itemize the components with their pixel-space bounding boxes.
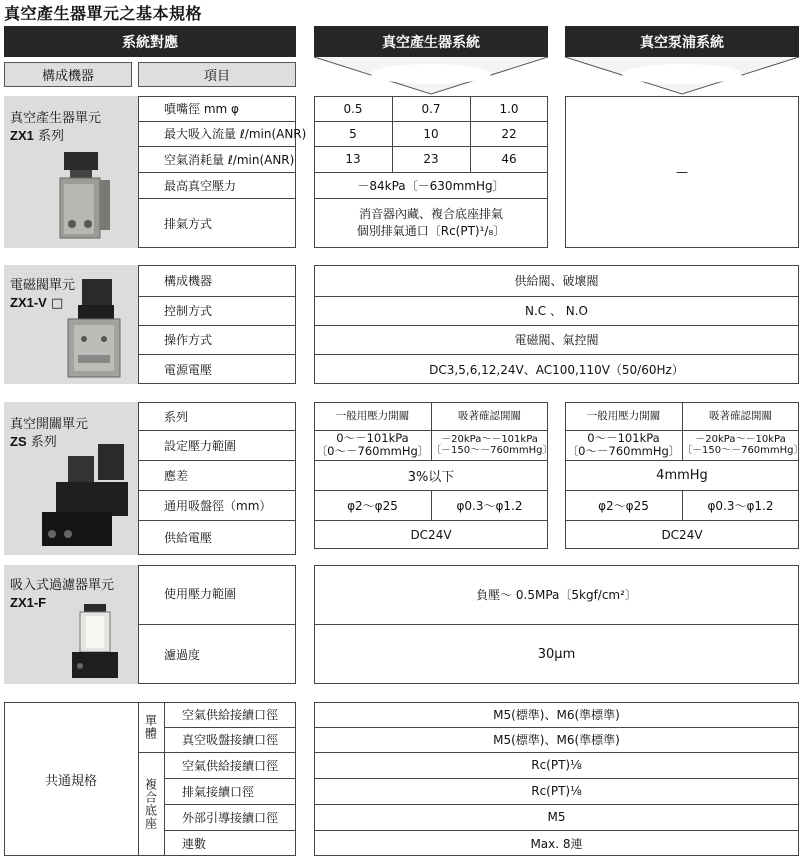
filter-row-filtration: 濾過度 xyxy=(164,647,201,662)
common-air-supply-single-value: M5(標準)、M6(準標準) xyxy=(493,708,620,722)
valve-model: ZX1-V xyxy=(10,295,47,310)
valve-operation-value: 電磁閥、氣控閥 xyxy=(514,333,599,347)
zx1-row-suction: 最大吸入流量 ℓ/min(ANR) xyxy=(164,127,307,141)
valve-row-control: 控制方式 xyxy=(164,304,213,318)
pump-switch-type-b: 吸著確認開關 xyxy=(709,410,772,422)
exhaust-value xyxy=(314,198,548,248)
suction-value-3: 22 xyxy=(501,126,517,141)
zx1-pump-value: — xyxy=(676,165,688,179)
valve-model-suffix: □ xyxy=(46,296,64,311)
switch-name: 真空開關單元 xyxy=(10,417,89,432)
pump-range-b xyxy=(682,430,804,460)
common-stations-value: Max. 8連 xyxy=(530,836,583,851)
filter-name: 吸入式過濾器單元 xyxy=(10,578,115,593)
valve-row-operation: 操作方式 xyxy=(164,333,213,347)
valve-row-voltage: 電源電壓 xyxy=(164,362,213,377)
zx1-row-consumption: 空氣消耗量 ℓ/min(ANR) xyxy=(164,152,295,167)
gen-range-a xyxy=(314,430,431,460)
switch-model: ZS xyxy=(10,434,27,449)
pump-hysteresis-value: 4mmHg xyxy=(656,467,708,483)
common-row-air-supply-single: 空氣供給接續口徑 xyxy=(182,708,279,722)
exhaust-value-line2: 個別排氣通口〔Rc(PT)¹/₈〕 xyxy=(356,224,506,238)
pump-range-b-mmhg: 〔－150〜－760mmHg〕 xyxy=(682,445,804,456)
zx1-product-image xyxy=(54,150,116,240)
common-group-single: 單體 xyxy=(143,714,158,740)
nozzle-value-3: 1.0 xyxy=(499,101,519,116)
common-row-pad-port: 真空吸盤接續口徑 xyxy=(182,733,279,747)
header-generator-system xyxy=(314,26,548,96)
common-exhaust-port-value: Rc(PT)⅛ xyxy=(531,784,582,798)
switch-series: 系列 xyxy=(26,435,57,450)
header-item: 項目 xyxy=(138,62,296,87)
zx1-row-nozzle: 噴嘴徑 mm φ xyxy=(164,102,239,116)
consumption-value-1: 13 xyxy=(345,152,361,166)
filter-filtration-value: 30μm xyxy=(537,646,576,662)
pump-voltage-value: DC24V xyxy=(661,527,703,542)
zx1-name: 真空產生器單元 xyxy=(10,111,102,126)
consumption-value-2: 23 xyxy=(423,152,439,166)
gen-voltage-value: DC24V xyxy=(410,527,452,542)
valve-product-image xyxy=(60,275,130,380)
common-pilot-port-value: M5 xyxy=(547,810,566,824)
switch-row-series: 系列 xyxy=(164,409,189,424)
valve-voltage-value: DC3,5,6,12,24V、AC100,110V（50/60Hz） xyxy=(429,362,684,377)
pump-range-a-kpa: 0〜－101kPa xyxy=(587,431,660,445)
switch-row-pad: 通用吸盤徑（mm） xyxy=(164,498,272,513)
exhaust-value-line1: 消音器內藏、複合底座排氣 xyxy=(358,207,503,221)
pump-pad-a: φ2〜φ25 xyxy=(598,498,649,513)
header-component: 構成機器 xyxy=(4,62,132,87)
header-pump-system xyxy=(565,26,799,96)
pump-range-a xyxy=(565,430,682,460)
common-group-base: 複合底座 xyxy=(143,778,158,830)
switch-row-voltage: 供給電壓 xyxy=(164,531,213,545)
filter-model: ZX1-F xyxy=(10,595,47,610)
pump-range-a-mmhg: 〔0〜－760mmHg〕 xyxy=(566,444,681,458)
filter-pressure-value: 負壓〜 0.5MPa〔5kgf/cm²〕 xyxy=(476,588,637,602)
header-system-compat: 系統對應 xyxy=(4,26,296,57)
generator-system-label: 真空產生器系統 xyxy=(382,34,480,51)
nozzle-value-2: 0.7 xyxy=(421,101,441,116)
valve-control-value: N.C 、 N.O xyxy=(524,304,589,318)
pump-system-label: 真空泵浦系統 xyxy=(640,34,724,51)
gen-range-b xyxy=(431,430,553,460)
zx1-model: ZX1 xyxy=(10,128,34,143)
gen-pad-b: φ0.3〜φ1.2 xyxy=(456,498,523,513)
common-air-supply-base-value: Rc(PT)⅛ xyxy=(531,758,582,772)
valve-row-component: 構成機器 xyxy=(164,274,213,288)
common-row-air-supply-base: 空氣供給接續口徑 xyxy=(182,758,279,773)
consumption-value-3: 46 xyxy=(501,152,517,166)
common-label: 共通規格 xyxy=(44,773,97,789)
pump-pad-b: φ0.3〜φ1.2 xyxy=(707,498,774,513)
gen-range-b-mmhg: 〔－150〜－760mmHg〕 xyxy=(431,445,553,456)
suction-value-1: 5 xyxy=(349,126,357,141)
filter-row-pressure: 使用壓力範圍 xyxy=(164,587,237,601)
gen-switch-type-b: 吸著確認開關 xyxy=(458,410,521,422)
zx1-series: 系列 xyxy=(33,129,64,144)
gen-range-a-mmhg: 〔0〜－760mmHg〕 xyxy=(315,444,430,458)
gen-hysteresis-value: 3%以下 xyxy=(407,469,455,485)
common-row-stations: 連數 xyxy=(182,836,207,851)
max-vacuum-value: －84kPa〔－630mmHg〕 xyxy=(357,178,505,193)
common-pad-port-value: M5(標準)、M6(準標準) xyxy=(493,733,620,747)
switch-row-range: 設定壓力範圍 xyxy=(164,438,237,453)
valve-component-value: 供給閥、破壞閥 xyxy=(514,274,599,288)
switch-product-image xyxy=(38,442,134,550)
gen-range-a-kpa: 0〜－101kPa xyxy=(336,431,409,445)
pump-switch-type-a: 一般用壓力開關 xyxy=(586,410,661,422)
nozzle-value-1: 0.5 xyxy=(343,101,363,116)
gen-switch-type-a: 一般用壓力開關 xyxy=(335,410,410,422)
page-title: 真空產生器單元之基本規格 xyxy=(4,4,203,23)
switch-row-hysteresis: 應差 xyxy=(164,468,189,483)
gen-pad-a: φ2〜φ25 xyxy=(347,498,398,513)
valve-name: 電磁閥單元 xyxy=(10,278,76,293)
gen-range-b-kpa: －20kPa〜－101kPa xyxy=(441,434,538,445)
filter-product-image xyxy=(66,604,126,682)
common-row-pilot-port: 外部引導接續口徑 xyxy=(182,810,279,825)
zx1-row-vacuum: 最高真空壓力 xyxy=(164,178,237,193)
pump-range-b-kpa: －20kPa〜－10kPa xyxy=(695,434,786,445)
zx1-row-exhaust: 排氣方式 xyxy=(164,216,213,231)
zx1-label xyxy=(10,110,101,145)
switch-item-box xyxy=(138,402,296,555)
common-row-exhaust-port: 排氣接續口徑 xyxy=(182,784,255,799)
suction-value-2: 10 xyxy=(423,126,439,141)
